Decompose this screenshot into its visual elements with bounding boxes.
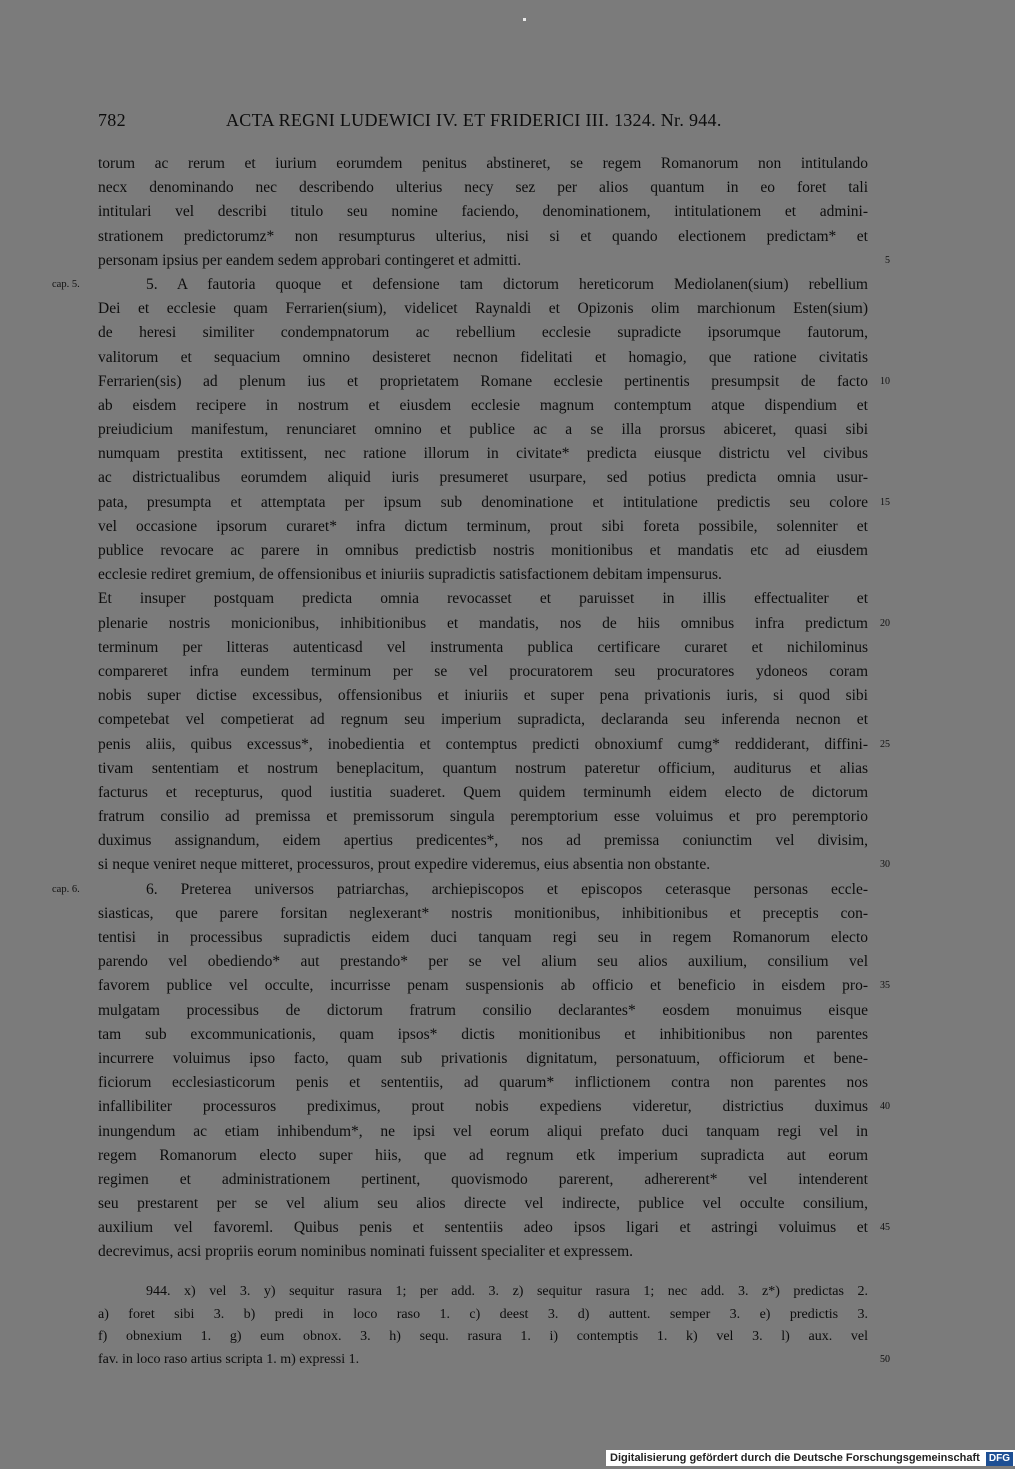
line-number: 50 — [880, 1353, 890, 1365]
line-text: infallibiliter processuros prediximus, prout nobis expediens videretur, districtius duximus — [98, 1098, 868, 1116]
text-line — [98, 1240, 868, 1264]
footnote-text: fav. in loco raso artius scripta 1. m) expressi 1. — [98, 1351, 360, 1367]
text-line — [98, 491, 890, 515]
line-number: 30 — [880, 859, 890, 871]
text-line — [98, 1144, 868, 1168]
line-text: inungendum ac etiam inhibendum*, ne ipsi vel eorum aliqui prefato duci tanquam regi vel in — [98, 1122, 868, 1140]
line-text: ficiorum ecclesiasticorum penis et sententiis, ad quarum* inflictionem contra non parentes nos — [98, 1074, 868, 1092]
text-line — [98, 999, 868, 1023]
text-line — [98, 370, 890, 394]
line-text: regem Romanorum electo super hiis, que ad regnum etk imperium supradicta aut eorum — [98, 1146, 868, 1164]
text-line — [52, 878, 868, 902]
line-text: fratrum consilio ad premissa et premissorum singula peremptorium esse voluimus et pro peremptorio — [98, 808, 868, 826]
text-line — [98, 1168, 868, 1192]
chapter-marker: cap. 6. — [52, 883, 80, 895]
line-text: tam sub excommunicationis, quam ipsos* dictis monitionibus et inhibitionibus non parentes — [98, 1025, 868, 1043]
line-text: intitulari vel describi titulo seu nomine faciendo, denominationem, intitulationem et admini- — [98, 203, 868, 221]
text-line — [98, 225, 868, 249]
line-text: strationem predictorumz* non resumpturus ulterius, nisi si et quando electionem predictam* et — [98, 227, 868, 245]
line-text: auxilium vel favoreml. Quibus penis et sententiis adeo ipsos ligari et astringi voluimus et — [98, 1219, 868, 1237]
text-line — [52, 273, 868, 297]
dfg-credit — [606, 1450, 1015, 1466]
text-line — [98, 200, 868, 224]
line-text: plenarie nostris monicionibus, inhibitionibus et mandatis, nos de hiis omnibus infra predictum — [98, 614, 868, 632]
line-text: facturus et recepturus, quod iustitia suaderet. Quem quidem terminumh eidem electo de dictorum — [98, 783, 868, 801]
text-line — [98, 1047, 868, 1071]
scan-speck — [523, 18, 526, 21]
dfg-logo: DFG — [986, 1452, 1013, 1466]
text-line — [98, 612, 890, 636]
line-text: numquam prestita extitissent, nec ratione illorum in civitate* predicta eiusque districtu vel civibus — [98, 445, 868, 463]
chapter-marker: cap. 5. — [52, 278, 80, 290]
text-line — [98, 805, 868, 829]
line-text: 5. A fautoria quoque et defensione tam dictorum hereticorum Mediolanen(sium) rebellium — [146, 275, 868, 293]
line-text: compareret infra eundem terminum per se vel procuratorem seu procuratores ydoneos coram — [98, 662, 868, 680]
line-number: 25 — [880, 738, 890, 750]
line-text: pata, presumpta et attemptata per ipsum sub denominatione et intitulatione predictis seu colore — [98, 493, 868, 511]
text-line — [98, 902, 868, 926]
text-line — [98, 926, 868, 950]
line-text: publice revocare ac parere in omnibus predictisb nostris monitionibus et mandatis etc ad eiusdem — [98, 542, 868, 559]
text-line — [98, 587, 868, 611]
text-line — [98, 1216, 890, 1240]
line-text: personam ipsius per eandem sedem approbari contingeret et admitti. — [98, 251, 522, 269]
text-line — [98, 853, 890, 877]
text-line — [98, 539, 868, 563]
footnote-line — [98, 1349, 890, 1372]
text-line — [98, 708, 868, 732]
text-line — [98, 466, 868, 490]
line-text: incurrere voluimus ipso facto, quam sub privationis dignitatum, personatuum, officiorum et bene- — [98, 1049, 868, 1067]
line-text: valitorum et sequacium omnino desisteret necnon fidelitati et homagio, que ratione civitatis — [98, 348, 868, 366]
main-text — [52, 152, 890, 1265]
page-number: 782 — [98, 110, 126, 130]
text-line — [98, 321, 868, 345]
line-text: seu prestarent per se vel alium seu alios directe vel indirecte, publice vel occulte consilium, — [98, 1195, 868, 1213]
line-text: torum ac rerum et iurium eorumdem penitus abstineret, se regem Romanorum non intitulando — [98, 155, 868, 172]
text-line — [98, 563, 868, 587]
line-number: 20 — [880, 617, 890, 629]
text-line — [98, 249, 890, 273]
text-line — [98, 757, 868, 781]
page-header — [98, 110, 868, 138]
line-text: si neque veniret neque mitteret, processuros, prout expedire videremus, eius absentia non obstante. — [98, 856, 711, 874]
line-text: terminum per litteras autenticasd vel instrumenta publica certificare curaret et nichilominus — [98, 638, 868, 656]
line-number: 5 — [885, 254, 890, 266]
footnote-text: a) foret sibi 3. b) predi in loco raso 1. c) deest 3. d) auttent. semper 3. e) predictis 3. — [98, 1306, 868, 1322]
text-line — [98, 152, 868, 176]
text-line — [98, 636, 868, 660]
line-text: ecclesie rediret gremium, de offensionibus et iniuriis supradictis satisfactionem debitam impensurus. — [98, 566, 722, 584]
line-text: favorem publice vel occulte, incurrisse penam suspensionis ab officio et beneficio in eisdem pro- — [98, 977, 868, 995]
text-line — [98, 176, 868, 200]
line-text: de heresi similiter condempnatorum ac rebellium ecclesie supradicte ipsorumque fautorum, — [98, 324, 868, 342]
line-text: mulgatam processibus de dictorum fratrum consilio declarantes* eosdem monuimus eisque — [98, 1001, 868, 1019]
line-text: tentisi in processibus supradictis eidem duci tanquam regi seu in regem Romanorum electo — [98, 929, 868, 946]
text-line — [98, 950, 868, 974]
text-line — [98, 829, 868, 853]
line-number: 45 — [880, 1222, 890, 1234]
footnote-line — [98, 1304, 868, 1327]
dfg-credit-text: Digitalisierung gefördert durch die Deutsche Forschungsgemeinschaft — [610, 1452, 980, 1464]
line-number: 15 — [880, 496, 890, 508]
text-line — [98, 684, 868, 708]
line-text: Dei et ecclesie quam Ferrarien(sium), videlicet Raynaldi et Opizonis olim marchionum Esten(sium) — [98, 300, 868, 318]
text-line — [98, 660, 868, 684]
text-line — [98, 1095, 890, 1119]
line-text: penis aliis, quibus excessus*, inobedientia et contemptus predicti obnoxiumf cumg* reddiderant, diffini- — [98, 735, 868, 753]
footnotes — [98, 1281, 890, 1371]
text-line — [98, 1120, 868, 1144]
line-text: tivam sententiam et nostrum beneplacitum, quantum nostrum pateretur officium, auditurus et alias — [98, 759, 868, 777]
footnote-text: 944. x) vel 3. y) sequitur rasura 1; per add. 3. z) sequitur rasura 1; nec add. 3. z*) predictas 2. — [146, 1284, 868, 1299]
line-text: preiudicium manifestum, renunciaret omnino et publice ac a se illa prorsus abiceret, quasi sibi — [98, 421, 868, 439]
line-text: siasticas, que parere forsitan neglexerant* nostris monitionibus, inhibitionibus et preceptis con- — [98, 904, 868, 922]
text-line — [98, 733, 890, 757]
line-text: regimen et administrationem pertinent, quovismodo parerent, adhererent* vel intenderent — [98, 1170, 868, 1188]
text-line — [98, 442, 868, 466]
footnote-text: f) obnexium 1. g) eum obnox. 3. h) sequ. rasura 1. i) contemptis 1. k) vel 3. l) aux. vel — [98, 1329, 868, 1344]
line-text: 6. Preterea universos patriarchas, archiepiscopos et episcopos ceterasque personas eccle- — [146, 880, 868, 898]
text-line — [98, 974, 890, 998]
running-title: ACTA REGNI LUDEWICI IV. ET FRIDERICI III. 1324. Nr. 944. — [226, 110, 722, 130]
text-line — [98, 297, 868, 321]
text-line — [98, 1192, 868, 1216]
text-line — [98, 418, 868, 442]
line-number: 40 — [880, 1101, 890, 1113]
line-number: 35 — [880, 980, 890, 992]
line-text: ab eisdem recipere in nostrum et eiusdem ecclesie magnum contemptum atque dispendium et — [98, 396, 868, 414]
line-text: Et insuper postquam predicta omnia revocasset et paruisset in illis effectualiter et — [98, 590, 868, 608]
text-line — [98, 515, 868, 539]
text-line — [98, 394, 868, 418]
line-text: parendo vel obediendo* aut prestando* per se vel alium seu alios auxilium, consilium vel — [98, 953, 868, 971]
footnote-line — [98, 1281, 868, 1304]
text-line — [98, 1071, 868, 1095]
line-text: vel occasione ipsorum curaret* infra dictum terminum, prout sibi foreta possibile, solenniter et — [98, 517, 868, 535]
line-text: competebat vel competierat ad regnum seu imperium supradicta, declaranda seu inferenda necnon et — [98, 711, 868, 729]
line-text: necx denominando nec describendo ulterius necy sez per alios quantum in eo foret tali — [98, 179, 868, 197]
text-line — [98, 781, 868, 805]
text-line — [98, 346, 868, 370]
footnote-line — [98, 1326, 868, 1349]
line-text: decrevimus, acsi propriis eorum nominibus nominati fuissent specialiter et expressem. — [98, 1243, 634, 1261]
line-text: duximus assignandum, eidem apertius predicentes*, nos ad premissa coniunctim vel divisim, — [98, 832, 868, 850]
line-text: ac districtualibus eorumdem aliquid iuris presumeret usurpare, sed potius predicta omnia usur- — [98, 469, 868, 487]
line-text: Ferrarien(sis) ad plenum ius et proprietatem Romane ecclesie pertinentis presumpsit de facto — [98, 372, 868, 390]
text-line — [98, 1023, 868, 1047]
line-number: 10 — [880, 375, 890, 387]
line-text: nobis super dictise excessibus, offensionibus et iniuriis et super pena privationis iuris, si quod sibi — [98, 687, 868, 705]
